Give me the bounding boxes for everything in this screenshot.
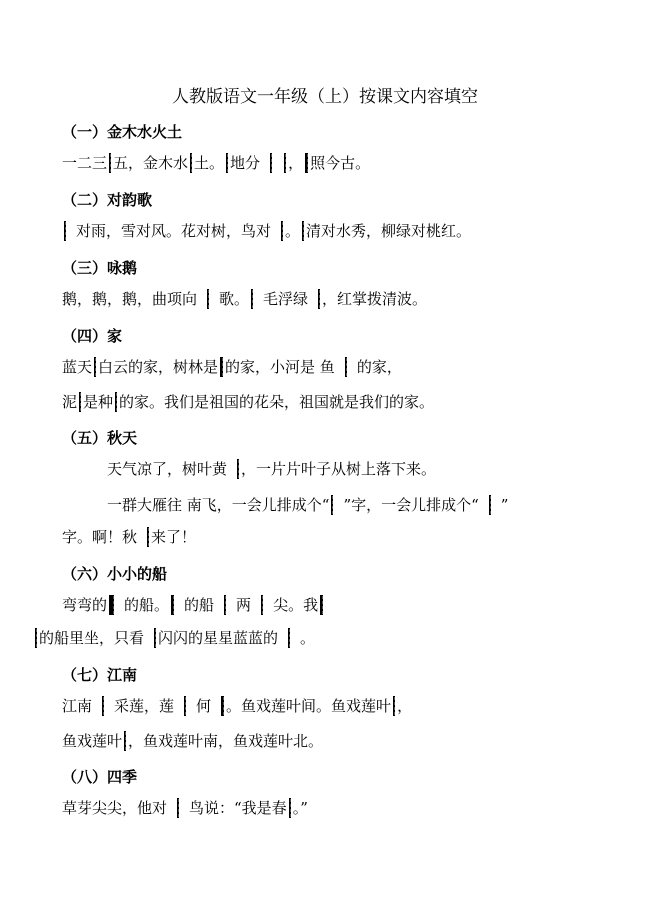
text-segment: ，鱼戏莲叶南，鱼戏莲叶北。 (128, 732, 324, 750)
blank-box-group[interactable] (261, 589, 263, 621)
blank-box[interactable] (94, 357, 96, 377)
text-segment: 。 (285, 222, 301, 240)
text-segment: 来了！ (151, 528, 197, 546)
text-segment: 的船 (184, 596, 215, 614)
blank-box-group[interactable] (35, 622, 37, 654)
blank-box[interactable] (270, 153, 272, 173)
blank-box[interactable] (393, 696, 395, 716)
blank-box-group[interactable] (224, 589, 226, 621)
blank-box-group[interactable] (320, 589, 323, 621)
text-segment: 一二三 (62, 154, 108, 172)
blank-box-group[interactable] (302, 215, 304, 247)
text-segment: 泥 (62, 393, 78, 411)
text-segment: 两 (236, 596, 252, 614)
blank-box[interactable] (251, 289, 253, 309)
text-segment: 蓝天 (62, 358, 93, 376)
text-segment: 清对水秀，柳绿对桃红。 (306, 222, 472, 240)
text-segment: 鱼戏莲叶 (62, 732, 123, 750)
text-segment: 鹅，鹅，鹅，曲项向 (62, 290, 198, 308)
text-segment: 。 (300, 629, 316, 647)
blank-box[interactable] (64, 221, 66, 241)
blank-box-group[interactable] (288, 622, 290, 654)
blank-box[interactable] (284, 153, 286, 173)
blank-box[interactable] (35, 628, 37, 648)
blank-box-group[interactable] (102, 690, 104, 722)
text-segment: 土。 (194, 154, 225, 172)
text-segment: 地分 (230, 154, 261, 172)
text-segment: 歌。 (219, 290, 250, 308)
blank-box[interactable] (288, 628, 290, 648)
text-segment: 鸟说：“我是春 (189, 799, 287, 817)
blank-box-group[interactable] (147, 521, 149, 553)
blank-box-group[interactable] (489, 489, 491, 521)
blank-box-group[interactable] (270, 147, 272, 179)
section-heading-3: （三）咏鹅 (62, 259, 138, 277)
text-segment: ”字，一会儿排成个“ (343, 496, 479, 514)
section-heading-2: （二）对韵歌 (62, 191, 153, 209)
blank-box-group[interactable] (171, 589, 174, 621)
blank-box[interactable] (184, 696, 186, 716)
blank-box-group[interactable] (226, 147, 228, 179)
blank-box[interactable] (281, 221, 283, 241)
text-segment: ， (397, 697, 413, 715)
section-2-line-1 (62, 215, 471, 247)
text-segment: 。鱼戏莲叶间。鱼戏莲叶 (226, 697, 392, 715)
text-segment: 江南 (62, 697, 93, 715)
blank-box[interactable] (102, 696, 104, 716)
blank-box[interactable] (109, 153, 111, 173)
section-5-line-3 (62, 521, 196, 553)
blank-box[interactable] (321, 595, 323, 615)
blank-box[interactable] (124, 731, 126, 751)
blank-box-group[interactable] (124, 725, 126, 757)
text-segment: 的家，小河是 鱼 (225, 358, 335, 376)
blank-box[interactable] (154, 628, 156, 648)
section-heading-6: （六）小小的船 (62, 565, 168, 583)
section-7-line-1 (62, 690, 412, 722)
blank-box-group[interactable] (79, 386, 81, 418)
blank-box[interactable] (115, 392, 117, 412)
text-segment: 采莲，莲 (114, 697, 175, 715)
text-segment: ，红掌拨清波。 (322, 290, 428, 308)
blank-box-group[interactable] (115, 386, 117, 418)
blank-box-group[interactable] (184, 690, 186, 722)
blank-box-group[interactable] (393, 690, 395, 722)
blank-box[interactable] (237, 459, 239, 479)
blank-box-group[interactable] (109, 589, 114, 621)
blank-box-group[interactable] (331, 489, 333, 521)
blank-box[interactable] (289, 798, 291, 818)
blank-box[interactable] (224, 595, 226, 615)
blank-box[interactable] (190, 153, 192, 173)
page-title: 人教版语文一年级（上）按课文内容填空 (172, 87, 478, 107)
blank-box-group[interactable] (177, 792, 179, 824)
blank-box[interactable] (318, 289, 320, 309)
text-segment: 五，金木水 (113, 154, 189, 172)
section-3-line-1 (62, 283, 427, 315)
blank-box[interactable] (302, 221, 304, 241)
blank-box[interactable] (177, 798, 179, 818)
section-6-line-2 (33, 622, 315, 654)
blank-box[interactable] (147, 527, 149, 547)
blank-box[interactable] (331, 495, 333, 515)
blank-box-group[interactable] (109, 147, 111, 179)
blank-box-group[interactable] (220, 351, 223, 383)
blank-box-group[interactable] (64, 215, 66, 247)
blank-box[interactable] (112, 595, 114, 615)
blank-box-group[interactable] (94, 351, 96, 383)
text-segment: 的船。 (124, 596, 170, 614)
text-segment: 照今古。 (310, 154, 371, 172)
blank-box-group[interactable] (345, 351, 347, 383)
text-segment: 天气凉了，树叶黄 (107, 460, 228, 478)
section-5-line-1 (107, 453, 436, 485)
text-segment: 何 (196, 697, 212, 715)
section-4-line-1 (62, 351, 402, 383)
blank-box[interactable] (79, 392, 81, 412)
text-segment: 的船里坐，只看 (39, 629, 145, 647)
text-segment: 对雨，雪对风。花对树，鸟对 (76, 222, 272, 240)
blank-box-group[interactable] (237, 453, 239, 485)
blank-box-group[interactable] (289, 792, 291, 824)
text-segment: 弯弯的 (62, 596, 108, 614)
blank-box-group[interactable] (190, 147, 192, 179)
section-heading-7: （七）江南 (62, 666, 138, 684)
text-segment: 闪闪的星星蓝蓝的 (158, 629, 279, 647)
blank-box-group[interactable] (284, 147, 286, 179)
text-segment: 草芽尖尖，他对 (62, 799, 168, 817)
blank-box[interactable] (172, 595, 174, 615)
section-4-line-2 (62, 386, 434, 418)
blank-box-group[interactable] (305, 147, 308, 179)
text-segment: 一群大雁往 南飞，一会儿排成个“ (107, 496, 330, 514)
section-8-line-1 (62, 792, 308, 824)
blank-box-group[interactable] (251, 283, 253, 315)
text-segment: 的家。我们是祖国的花朵，祖国就是我们的家。 (119, 393, 435, 411)
text-segment: 。” (292, 799, 308, 817)
blank-box[interactable] (306, 153, 308, 173)
text-segment: 尖。我 (273, 596, 319, 614)
text-segment: 字。啊！秋 (62, 528, 138, 546)
blank-box[interactable] (222, 696, 224, 716)
blank-box[interactable] (489, 495, 491, 515)
text-segment: ，一片片叶子从树上落下来。 (241, 460, 437, 478)
text-segment: ， (288, 154, 304, 172)
section-heading-8: （八）四季 (62, 768, 138, 786)
blank-box-group[interactable] (221, 690, 224, 722)
section-7-line-2 (62, 725, 323, 757)
blank-box-group[interactable] (207, 283, 209, 315)
blank-box[interactable] (261, 595, 263, 615)
blank-box-group[interactable] (154, 622, 156, 654)
blank-box-group[interactable] (318, 283, 320, 315)
section-heading-5: （五）秋天 (62, 429, 138, 447)
section-heading-1: （一）金木水火土 (62, 123, 183, 141)
text-segment: 的家， (356, 358, 402, 376)
text-segment: ” (500, 496, 509, 514)
blank-box[interactable] (226, 153, 228, 173)
text-segment: 毛浮绿 (263, 290, 309, 308)
blank-box[interactable] (207, 289, 209, 309)
blank-box-group[interactable] (281, 215, 283, 247)
section-6-line-1 (62, 589, 325, 621)
section-1-line-1 (62, 147, 370, 179)
blank-box[interactable] (345, 357, 347, 377)
blank-box[interactable] (221, 357, 223, 377)
section-5-line-2 (107, 489, 508, 521)
text-segment: 白云的家，树林是 (98, 358, 219, 376)
text-segment: 是种 (83, 393, 114, 411)
section-heading-4: （四）家 (62, 327, 123, 345)
